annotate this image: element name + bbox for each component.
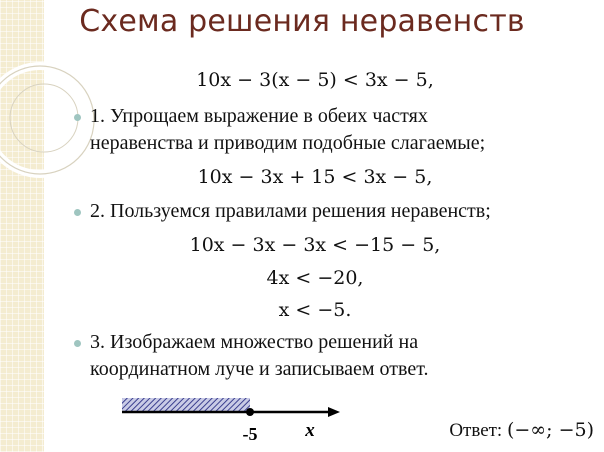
page-title: Схема решения неравенств bbox=[79, 4, 525, 39]
equation-step1: 10x − 3x + 15 < 3x − 5, bbox=[197, 166, 433, 188]
step-2-line-1: 2. Пользуемся правилами решения неравенств; bbox=[90, 200, 491, 222]
step-3-line-1: 3. Изображаем множество решений на bbox=[90, 331, 419, 353]
point-dot bbox=[246, 408, 254, 416]
axis-label: x bbox=[305, 420, 315, 441]
equation-step2c: x < −5. bbox=[278, 299, 352, 321]
step-3-line-2: координатном луче и записываем ответ. bbox=[90, 358, 429, 380]
answer-label: Ответ: bbox=[449, 420, 503, 441]
step-1-line-2: неравенства и приводим подобные слагаемые; bbox=[90, 132, 486, 154]
equation-step2a: 10x − 3x − 3x < −15 − 5, bbox=[189, 234, 441, 256]
axis-arrow-icon bbox=[328, 407, 340, 417]
number-line bbox=[110, 392, 350, 448]
equation-initial: 10x − 3(x − 5) < 3x − 5, bbox=[196, 69, 434, 91]
step-1-line-1: 1. Упрощаем выражение в обеих частях bbox=[90, 105, 428, 127]
point-label: -5 bbox=[242, 424, 258, 444]
solution-hatch bbox=[122, 398, 250, 412]
equation-step2b: 4x < −20, bbox=[266, 267, 364, 289]
answer-value: (−∞; −5) bbox=[506, 419, 594, 441]
answer bbox=[449, 419, 594, 442]
